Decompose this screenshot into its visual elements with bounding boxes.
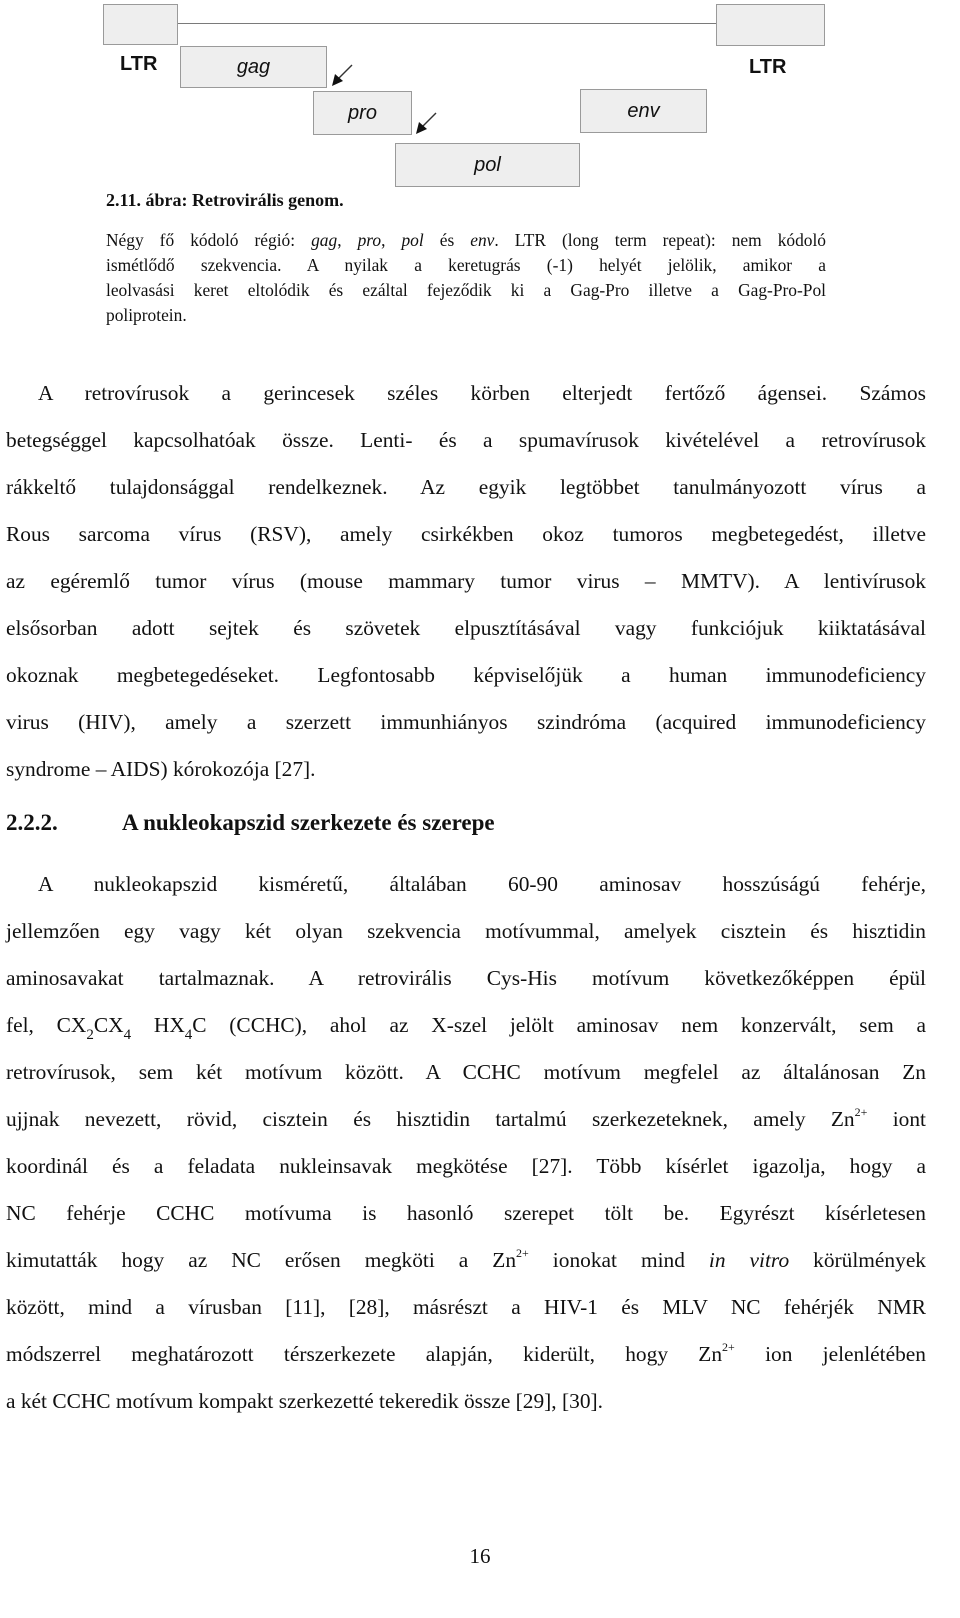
pro-box (313, 91, 412, 135)
text-line: kimutatták hogy az NC erősen megköti a $Zn^{2+}$ ionokat mind in vitro körülmények (6, 1246, 927, 1272)
text-line: A retrovírusok a gerincesek széles körben elterjedt fertőző ágensei. Számos (38, 381, 926, 405)
ltr-left-box (103, 4, 178, 75)
gag-box (180, 46, 327, 88)
pol-box (395, 143, 580, 187)
text-line: Rous sarcoma vírus (RSV), amely csirkékben okoz tumoros megbetegedést, illetve (6, 522, 926, 546)
env-label: env (627, 99, 660, 122)
text-line: retrovírusok, sem két motívum között. A CCHC motívum megfelel az általánosan Zn (6, 1060, 926, 1084)
caption-line: Négy fő kódoló régió: gag, pro, pol és env. LTR (long term repeat): nem kódoló (106, 230, 827, 250)
ltr-left-label: LTR (120, 53, 158, 75)
ltr-right-box (716, 4, 825, 46)
text-line: között, mind a vírusban [11], [28], másrészt a HIV-1 és MLV NC fehérjék NMR (6, 1295, 926, 1319)
text-line: NC fehérje CCHC motívuma is hasonló szerepet tölt be. Egyrészt kísérletesen (6, 1201, 926, 1225)
pol-label: pol (474, 153, 501, 176)
text-line: az egéremlő tumor vírus (mouse mammary tumor virus – MMTV). A lentivírusok (6, 569, 926, 593)
text-line: módszerrel meghatározott térszerkezete alapján, kiderült, hogy $Zn^{2+}$ ion jelenlétében (6, 1340, 926, 1366)
figure-caption-body (106, 228, 826, 328)
text-line: rákkeltő tulajdonsággal rendelkeznek. Az egyik legtöbbet tanulmányozott vírus a (6, 475, 926, 499)
section-number: 2.2.2. (6, 810, 58, 835)
gag-label: gag (236, 55, 271, 78)
text-line: fel, $CX_2CX_4$ $HX_4C$ (CCHC), ahol az X-szel jelölt aminosav nem konzervált, sem a (6, 1013, 926, 1043)
pro-label: pro (348, 101, 377, 124)
frameshift-arrow-icon (410, 110, 440, 136)
caption-line: poliprotein. (106, 305, 187, 325)
text-line: a két CCHC motívum kompakt szerkezetté tekeredik össze [29], [30]. (6, 1389, 603, 1413)
caption-line: leolvasási keret eltolódik és ezáltal fejeződik ki a Gag-Pro illetve a Gag-Pro-Pol (106, 280, 826, 300)
text-line: virus (HIV), amely a szerzett immunhiányos szindróma (acquired immunodeficiency (6, 710, 926, 734)
text-line: syndrome – AIDS) kórokozója [27]. (6, 757, 316, 781)
caption-line: ismétlődő szekvencia. A nyilak a keretugrás (-1) helyét jelölik, amikor a (106, 255, 826, 275)
text-line: ujjnak nevezett, rövid, cisztein és hisztidin tartalmú szerkezeteknek, amely $Zn^{2+}$ iont (6, 1105, 926, 1131)
section-heading (6, 810, 495, 836)
paragraph-nucleocapsid (6, 861, 926, 1425)
section-title: A nukleokapszid szerkezete és szerepe (122, 810, 495, 835)
text-line: koordinál és a feladata nukleinsavak megkötése [27]. Több kísérlet igazolja, hogy a (6, 1154, 926, 1178)
text-line: okoznak megbetegedéseket. Legfontosabb képviselőjük a human immunodeficiency (6, 663, 926, 687)
text-line: elsősorban adott sejtek és szövetek elpusztításával vagy funkciójuk kiiktatásával (6, 616, 926, 640)
text-line: A nukleokapszid kisméretű, általában 60-90 aminosav hosszúságú fehérje, (38, 872, 926, 896)
figure-caption-title: 2.11. ábra: Retrovirális genom. (106, 190, 344, 210)
env-box (580, 89, 707, 133)
text-line: betegséggel kapcsolhatóak össze. Lenti- és a spumavírusok kivételével a retrovírusok (6, 428, 926, 452)
text-line: aminosavakat tartalmaznak. A retrovirális Cys-His motívum következőképpen épül (6, 966, 926, 990)
genome-backbone-line (178, 23, 716, 24)
paragraph-retroviruses (6, 370, 926, 793)
text-line: jellemzően egy vagy két olyan szekvencia motívummal, amelyek cisztein és hisztidin (6, 919, 926, 943)
frameshift-arrow-icon (326, 62, 356, 88)
ltr-right-label: LTR (749, 56, 787, 78)
page-number: 16 (469, 1544, 491, 1568)
